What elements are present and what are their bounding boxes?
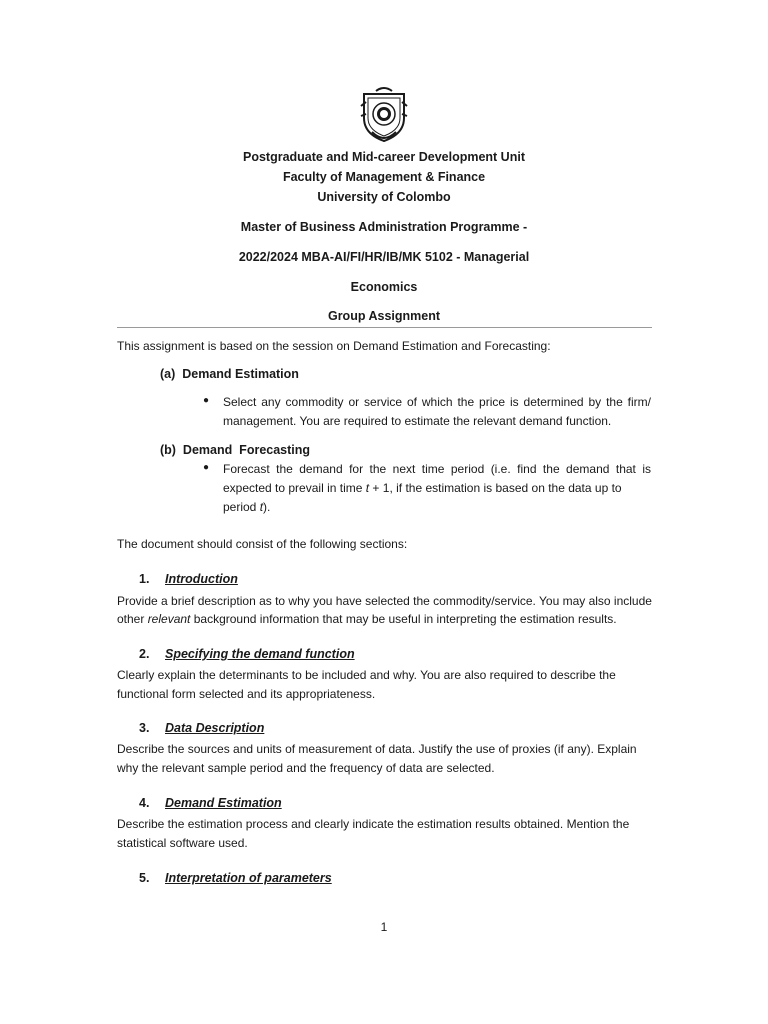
part-a-bullet-line-2: management. You are required to estimate the relevant demand function. (223, 414, 612, 428)
section-4-line-2: statistical software used. (117, 836, 248, 850)
bullet-text: period (223, 500, 257, 514)
part-a-title: Demand Estimation (182, 367, 299, 381)
section-number: 1. (139, 572, 150, 586)
part-b-bullet-line-3 (223, 498, 270, 517)
page-number: 1 (380, 920, 388, 934)
section-number: 3. (139, 721, 150, 735)
body-text: background information that may be useful in interpreting the estimation results. (190, 612, 617, 626)
section-title: Demand Estimation (165, 796, 282, 810)
emphasis-text: relevant (147, 612, 191, 626)
section-4-line-1: Describe the estimation process and clearly indicate the estimation results obtained. Mention the (117, 817, 630, 831)
part-a-label: (a) (160, 367, 176, 381)
section-1-heading (139, 572, 238, 586)
section-number: 5. (139, 871, 150, 885)
variable-t: t (365, 481, 370, 495)
section-number: 4. (139, 796, 150, 810)
bullet-text: ). (263, 500, 271, 514)
faculty-title: Faculty of Management & Finance (282, 170, 486, 184)
bullet-icon: ● (203, 462, 210, 473)
bullet-text: + 1, if the estimation is based on the data up to (369, 481, 622, 495)
section-title: Specifying the demand function (165, 647, 355, 661)
assignment-title: Group Assignment (327, 309, 441, 323)
section-number: 2. (139, 647, 150, 661)
section-1-line-2 (117, 610, 662, 629)
section-3-line-2: why the relevant sample period and the frequency of data are selected. (117, 761, 495, 775)
part-a-heading (160, 364, 299, 384)
section-5-heading (139, 871, 332, 885)
part-a-bullet-line-1: Select any commodity or service of which the price is determined by the firm/ (223, 395, 651, 409)
programme-title: Master of Business Administration Programme - (240, 220, 528, 234)
header-divider (117, 327, 652, 328)
unit-title: Postgraduate and Mid-career Development Unit (242, 150, 525, 164)
section-2-line-2: functional form selected and its appropriateness. (117, 687, 376, 701)
section-4-heading (139, 796, 282, 810)
section-2-heading (139, 647, 355, 661)
section-1-line-1: Provide a brief description as to why you have selected the commodity/service. You may also include (117, 594, 652, 608)
section-title: Data Description (165, 721, 265, 735)
sections-intro-text: The document should consist of the following sections: (117, 537, 408, 551)
university-title: University of Colombo (317, 190, 451, 204)
section-3-heading (139, 721, 264, 735)
section-2-line-1: Clearly explain the determinants to be included and why. You are also required to describe the (117, 668, 616, 682)
part-b-bullet-line-1: Forecast the demand for the next time period (i.e. find the demand that is (223, 462, 651, 476)
part-b-title: Demand Forecasting (182, 443, 311, 457)
course-name-line: Economics (350, 280, 418, 294)
part-b-bullet-line-2 (223, 479, 651, 498)
course-code-line: 2022/2024 MBA-AI/FI/HR/IB/MK 5102 - Managerial (238, 250, 530, 264)
section-title: Introduction (165, 572, 238, 586)
section-3-line-1: Describe the sources and units of measurement of data. Justify the use of proxies (if any). Explain (117, 742, 637, 756)
part-b-heading (160, 440, 310, 460)
university-crest-logo (358, 86, 410, 142)
section-title: Interpretation of parameters (165, 871, 332, 885)
intro-text: This assignment is based on the session on Demand Estimation and Forecasting: (117, 339, 551, 353)
bullet-text: expected to prevail in time (223, 481, 363, 495)
body-text: other (117, 612, 148, 626)
part-b-label: (b) (160, 443, 176, 457)
bullet-icon: ● (203, 395, 210, 406)
variable-t: t (259, 500, 264, 514)
